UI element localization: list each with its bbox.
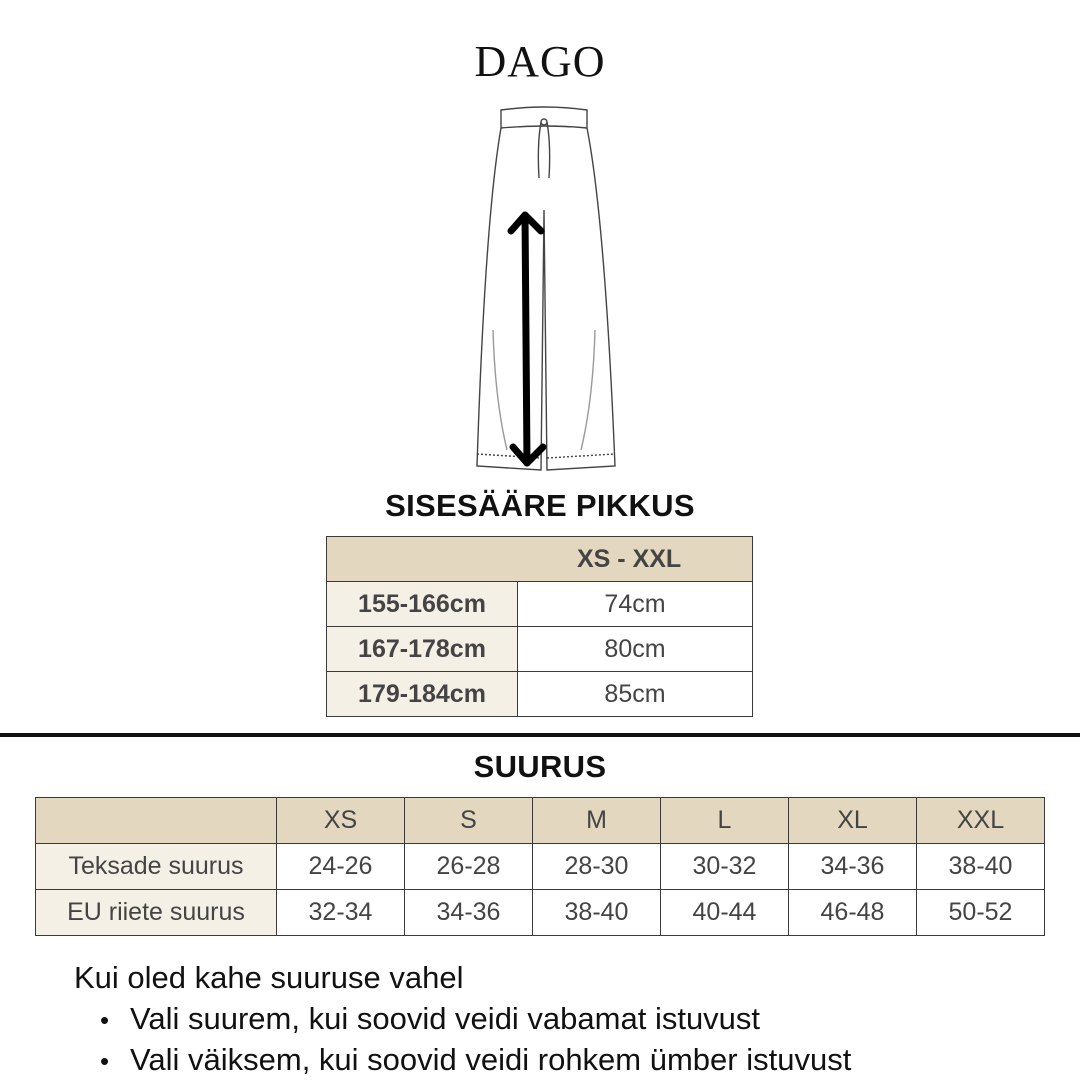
size-title: SUURUS (473, 749, 607, 784)
brand-logo: DAGO (474, 37, 606, 86)
size-header-cell: XS (277, 798, 405, 844)
size-cell: 28-30 (533, 844, 661, 890)
bullet-icon: • (100, 1005, 110, 1035)
row-label: Teksade suurus (36, 844, 277, 890)
inseam-header-cell (327, 537, 753, 582)
table-row (327, 627, 753, 672)
double-arrow-icon (505, 205, 549, 473)
size-cell: 46-48 (789, 890, 917, 936)
table-row (36, 890, 1045, 936)
inseam-length-cell: 80cm (518, 627, 753, 672)
inseam-title: SISESÄÄRE PIKKUS (385, 488, 695, 523)
advice-text: Vali suurem, kui soovid veidi vabamat istuvust (130, 1001, 761, 1036)
table-row (36, 844, 1045, 890)
size-cell: 34-36 (789, 844, 917, 890)
height-cell: 167-178cm (327, 627, 518, 672)
inseam-header-label: XS - XXL (577, 544, 682, 573)
size-cell: 50-52 (917, 890, 1045, 936)
size-cell: 26-28 (405, 844, 533, 890)
size-header-row (36, 798, 1045, 844)
height-cell: 179-184cm (327, 672, 518, 717)
table-row (327, 672, 753, 717)
inseam-table (326, 536, 753, 717)
row-label: EU riiete suurus (36, 890, 277, 936)
size-cell: 24-26 (277, 844, 405, 890)
list-item (100, 999, 851, 1040)
size-header-cell: M (533, 798, 661, 844)
size-header-cell: S (405, 798, 533, 844)
section-divider (0, 733, 1080, 737)
size-cell: 30-32 (661, 844, 789, 890)
table-row (327, 582, 753, 627)
size-header-cell: XL (789, 798, 917, 844)
list-item (100, 1040, 851, 1081)
advice-list (100, 999, 851, 1081)
size-header-empty (36, 798, 277, 844)
size-table (35, 797, 1045, 936)
advice-text: Vali väiksem, kui soovid veidi rohkem ümber istuvust (130, 1042, 852, 1077)
size-cell: 32-34 (277, 890, 405, 936)
inseam-length-cell: 74cm (518, 582, 753, 627)
height-cell: 155-166cm (327, 582, 518, 627)
size-cell: 34-36 (405, 890, 533, 936)
size-header-cell: L (661, 798, 789, 844)
size-cell: 38-40 (533, 890, 661, 936)
size-cell: 38-40 (917, 844, 1045, 890)
advice-intro: Kui oled kahe suuruse vahel (74, 960, 464, 995)
size-cell: 40-44 (661, 890, 789, 936)
inseam-length-cell: 85cm (518, 672, 753, 717)
inseam-header-row (327, 537, 753, 582)
bullet-icon: • (100, 1046, 110, 1076)
size-header-cell: XXL (917, 798, 1045, 844)
